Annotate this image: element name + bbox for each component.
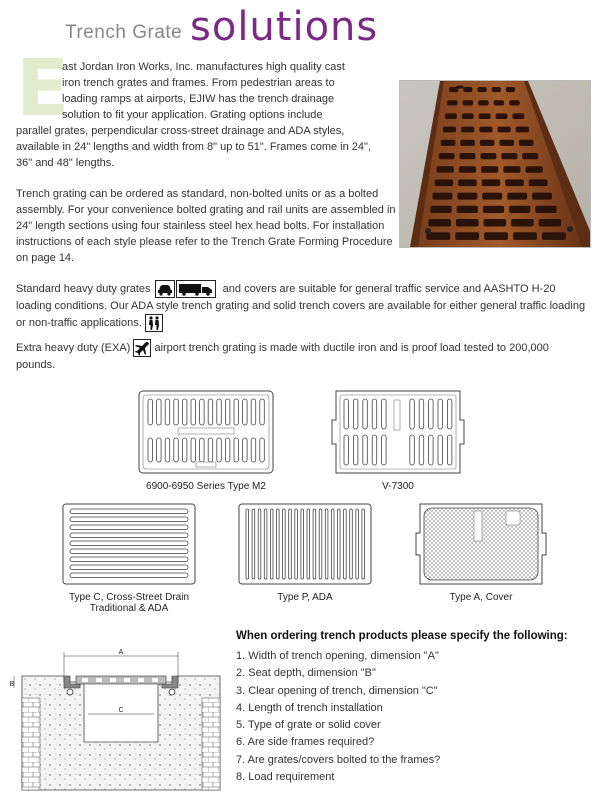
grate-slot bbox=[313, 509, 316, 579]
grate-slot bbox=[191, 399, 196, 425]
photo-grate-slot bbox=[481, 166, 498, 173]
airport-text-a: Extra heavy duty (EXA) bbox=[16, 341, 131, 354]
grate-slot bbox=[225, 399, 230, 425]
traffic-text-a: Standard heavy duty grates bbox=[16, 282, 151, 295]
product-m2 bbox=[138, 390, 274, 492]
list-item: 6. Are side frames required? bbox=[236, 736, 375, 749]
list-item: 2. Seat depth, dimension "B" bbox=[236, 667, 376, 680]
photo-grate-slot bbox=[445, 113, 457, 119]
grate-slot bbox=[234, 399, 239, 425]
photo-grate-slot bbox=[532, 193, 552, 200]
grate-slot bbox=[353, 399, 358, 429]
dimension-c-label: C bbox=[118, 707, 124, 714]
grate-slot bbox=[70, 525, 188, 530]
m2-grate-drawing bbox=[138, 390, 274, 474]
grate-slot bbox=[270, 509, 273, 579]
grate-slot bbox=[363, 435, 368, 465]
type-c-grate-drawing bbox=[62, 503, 196, 585]
photo-grate-slot bbox=[478, 100, 489, 105]
photo-grate-slot bbox=[480, 153, 496, 159]
grate-slot bbox=[419, 399, 424, 429]
grate-slot bbox=[264, 509, 267, 579]
list-item: 7. Are grates/covers bolted to the frames? bbox=[236, 753, 441, 766]
photo-grate-slot bbox=[526, 166, 543, 173]
grate-slot bbox=[429, 399, 434, 429]
intro-line-1: ast Jordan Iron Works, Inc. manufactures high quality cast bbox=[62, 61, 345, 73]
grate-slot bbox=[243, 438, 248, 462]
ordering-heading: When ordering trench products please specify the following: bbox=[236, 630, 568, 642]
photo-grate-slot bbox=[477, 87, 486, 92]
grate-slot bbox=[363, 399, 368, 429]
photo-grate-slot bbox=[430, 206, 451, 213]
grate-slot bbox=[350, 509, 353, 579]
grate-slot bbox=[217, 399, 222, 425]
photo-grate-slot bbox=[542, 232, 566, 240]
type-c-caption-2: Traditional & ADA bbox=[89, 603, 169, 614]
grate-slot bbox=[331, 509, 334, 579]
photo-grate-slot bbox=[484, 232, 508, 240]
pedestrian-icon bbox=[145, 314, 163, 332]
photo-grate-slot bbox=[480, 140, 495, 146]
grate-slot bbox=[301, 509, 304, 579]
drop-cap: E bbox=[16, 44, 70, 134]
photo-grate-slot bbox=[447, 100, 458, 105]
grate-slot bbox=[447, 399, 452, 429]
grate-slot bbox=[260, 399, 265, 425]
ordering-list bbox=[236, 648, 440, 786]
intro-paragraph bbox=[16, 44, 386, 171]
intro-line-3: loading ramps at airports, EJIW has the trench drainage bbox=[62, 93, 335, 105]
photo-grate-slot bbox=[522, 153, 538, 159]
photo-grate-slot bbox=[479, 127, 492, 133]
intro-line-4: solution to fit your application. Grating options include bbox=[62, 109, 323, 121]
photo-grate-slot bbox=[483, 206, 504, 213]
grate-slot bbox=[319, 509, 322, 579]
grate-slot bbox=[174, 399, 179, 425]
photo-grate-slot bbox=[449, 87, 458, 92]
photo-grate-slot bbox=[498, 127, 511, 133]
v7300-grate-drawing bbox=[330, 390, 466, 474]
v7300-caption: V-7300 bbox=[382, 481, 414, 492]
photo-grate-slot bbox=[509, 206, 530, 213]
intro-line-2: iron trench grates and frames. From pedestrian areas to bbox=[62, 77, 335, 89]
page-title: solutions bbox=[190, 4, 379, 50]
list-item: 1. Width of trench opening, dimension "A" bbox=[236, 650, 439, 662]
grate-slot bbox=[70, 541, 188, 546]
grate-slot bbox=[70, 549, 188, 554]
photo-grate-slot bbox=[505, 179, 524, 186]
photo-grate-slot bbox=[479, 113, 491, 119]
photo-grate-slot bbox=[513, 232, 537, 240]
type-p-grate-drawing bbox=[238, 503, 372, 585]
grate-slot bbox=[182, 438, 187, 462]
photo-grate-slot bbox=[443, 127, 456, 133]
photo-grate-slot bbox=[496, 113, 508, 119]
grate-slot bbox=[438, 435, 443, 465]
grate-slot bbox=[410, 399, 415, 429]
grate-slot bbox=[251, 438, 256, 462]
list-item: 5. Type of grate or solid cover bbox=[236, 719, 381, 732]
photo-grate-slot bbox=[511, 219, 534, 226]
list-item: 8. Load requirement bbox=[236, 771, 335, 784]
photo-grate-slot bbox=[463, 87, 472, 92]
grate-slot bbox=[258, 509, 261, 579]
airplane-icon bbox=[133, 339, 151, 357]
grate-slot bbox=[429, 435, 434, 465]
photo-grate-slot bbox=[428, 219, 451, 226]
photo-grate-slot bbox=[539, 219, 562, 226]
grate-slot bbox=[234, 438, 239, 462]
trench-cross-section-diagram bbox=[8, 642, 223, 797]
car-icon bbox=[155, 280, 175, 298]
type-a-caption: Type A, Cover bbox=[449, 592, 513, 603]
grate-slot bbox=[419, 435, 424, 465]
grate-slot bbox=[260, 438, 265, 462]
photo-grate-slot bbox=[506, 87, 515, 92]
photo-grate-slot bbox=[519, 140, 534, 146]
grate-slot bbox=[70, 533, 188, 538]
photo-grate-slot bbox=[535, 206, 556, 213]
type-a-cover-drawing bbox=[414, 503, 548, 585]
title-prefix: Trench Grate bbox=[65, 22, 183, 43]
trench-grate-photo bbox=[399, 80, 591, 248]
grate-slot bbox=[148, 399, 153, 425]
photo-grate-slot bbox=[462, 113, 474, 119]
truck-icon bbox=[176, 280, 216, 298]
grate-slot bbox=[362, 509, 365, 579]
grate-slot bbox=[148, 438, 153, 462]
product-type-c bbox=[62, 503, 196, 614]
photo-grate-slot bbox=[456, 219, 479, 226]
photo-grate-slot bbox=[458, 179, 477, 186]
grate-slot bbox=[356, 509, 359, 579]
grate-slot bbox=[344, 399, 349, 429]
grate-slot bbox=[277, 509, 280, 579]
grate-slot bbox=[447, 435, 452, 465]
grate-slot bbox=[70, 565, 188, 570]
dimension-a-label: A bbox=[118, 649, 124, 656]
grate-slot bbox=[208, 399, 213, 425]
product-type-a bbox=[414, 503, 548, 603]
airport-paragraph bbox=[16, 339, 586, 373]
photo-grate-slot bbox=[437, 166, 454, 173]
photo-grate-slot bbox=[499, 140, 514, 146]
photo-grate-slot bbox=[455, 232, 479, 240]
list-item: 3. Clear opening of trench, dimension "C" bbox=[236, 684, 438, 697]
grate-slot bbox=[70, 517, 188, 522]
grate-slot bbox=[200, 399, 205, 425]
traffic-rating-paragraph bbox=[16, 280, 586, 332]
grate-slot bbox=[353, 435, 358, 465]
type-p-caption: Type P, ADA bbox=[277, 592, 333, 603]
photo-grate-slot bbox=[435, 179, 454, 186]
photo-grate-slot bbox=[492, 87, 501, 92]
product-v7300 bbox=[330, 390, 466, 492]
photo-grate-slot bbox=[507, 193, 527, 200]
photo-grate-slot bbox=[457, 193, 477, 200]
grate-slot bbox=[344, 509, 347, 579]
grate-slot bbox=[372, 399, 377, 429]
grate-slot bbox=[325, 509, 328, 579]
grate-slot bbox=[174, 438, 179, 462]
grate-slot bbox=[157, 399, 162, 425]
grate-slot bbox=[382, 399, 387, 429]
grate-slot bbox=[70, 509, 188, 514]
list-item: 4. Length of trench installation bbox=[236, 701, 383, 714]
intro-rest: parallel grates, perpendicular cross-street drainage and ADA styles, available in 24" lengths and width from 8" up to 51". Frames come in 24", 36" and 48" lengths. bbox=[16, 125, 371, 169]
grate-slot bbox=[243, 399, 248, 425]
grate-slot bbox=[70, 573, 188, 578]
photo-grate-slot bbox=[441, 140, 456, 146]
product-type-p bbox=[238, 503, 372, 603]
photo-grate-slot bbox=[460, 140, 475, 146]
photo-grate-slot bbox=[482, 193, 502, 200]
grate-slot bbox=[344, 435, 349, 465]
photo-grate-slot bbox=[433, 193, 453, 200]
grate-slot bbox=[70, 557, 188, 562]
photo-grate-slot bbox=[516, 127, 529, 133]
grate-slot bbox=[295, 509, 298, 579]
grate-slot bbox=[438, 399, 443, 429]
grate-slot bbox=[200, 438, 205, 462]
grate-slot bbox=[246, 509, 249, 579]
photo-grate-slot bbox=[457, 206, 478, 213]
photo-grate-slot bbox=[494, 100, 505, 105]
airport-text-b: airport trench grating is made with ductile iron and is proof load tested to 200,000 pounds. bbox=[16, 341, 549, 371]
photo-grate-slot bbox=[529, 179, 548, 186]
photo-grate-slot bbox=[460, 153, 476, 159]
grate-slot bbox=[307, 509, 310, 579]
photo-grate-slot bbox=[439, 153, 455, 159]
grate-slot bbox=[251, 399, 256, 425]
photo-grate-slot bbox=[482, 179, 501, 186]
grate-slot bbox=[208, 438, 213, 462]
grate-slot bbox=[382, 435, 387, 465]
photo-grate-slot bbox=[463, 100, 474, 105]
photo-grate-slot bbox=[509, 100, 520, 105]
dimension-b-label: B bbox=[9, 681, 15, 688]
grate-slot bbox=[338, 509, 341, 579]
photo-grate-slot bbox=[461, 127, 474, 133]
grate-slot bbox=[410, 435, 415, 465]
type-c-caption-1: Type C, Cross-Street Drain bbox=[68, 592, 190, 603]
photo-grate-slot bbox=[512, 113, 524, 119]
grate-slot bbox=[372, 435, 377, 465]
bolted-assembly-paragraph: Trench grating can be ordered as standard, non-bolted units or as a bolted assembly. For your convenience bolted grating and rail units are assembled in 24" length sections using four stainless steel hex head bolts. For installation instructions of each style please refer to the Trench Grate Forming Procedure on page 14. bbox=[16, 188, 396, 264]
traffic-text-b: and covers are suitable for general traffic service and AASHTO H-20 loading conditions. Our ADA style trench grating and solid trench covers are available for either general traffic loading or non-traffic applications. bbox=[16, 282, 586, 329]
photo-grate-slot bbox=[503, 166, 520, 173]
photo-grate-slot bbox=[459, 166, 476, 173]
grate-slot bbox=[165, 399, 170, 425]
photo-grate-slot bbox=[426, 232, 450, 240]
grate-slot bbox=[283, 509, 286, 579]
grate-slot bbox=[225, 438, 230, 462]
photo-grate-slot bbox=[484, 219, 507, 226]
grate-slot bbox=[217, 438, 222, 462]
m2-caption: 6900-6950 Series Type M2 bbox=[146, 481, 266, 492]
grate-slot bbox=[191, 438, 196, 462]
grate-slot bbox=[182, 399, 187, 425]
grate-slot bbox=[252, 509, 255, 579]
grate-slot bbox=[157, 438, 162, 462]
photo-grate-slot bbox=[501, 153, 517, 159]
grate-slot bbox=[289, 509, 292, 579]
grate-slot bbox=[165, 438, 170, 462]
